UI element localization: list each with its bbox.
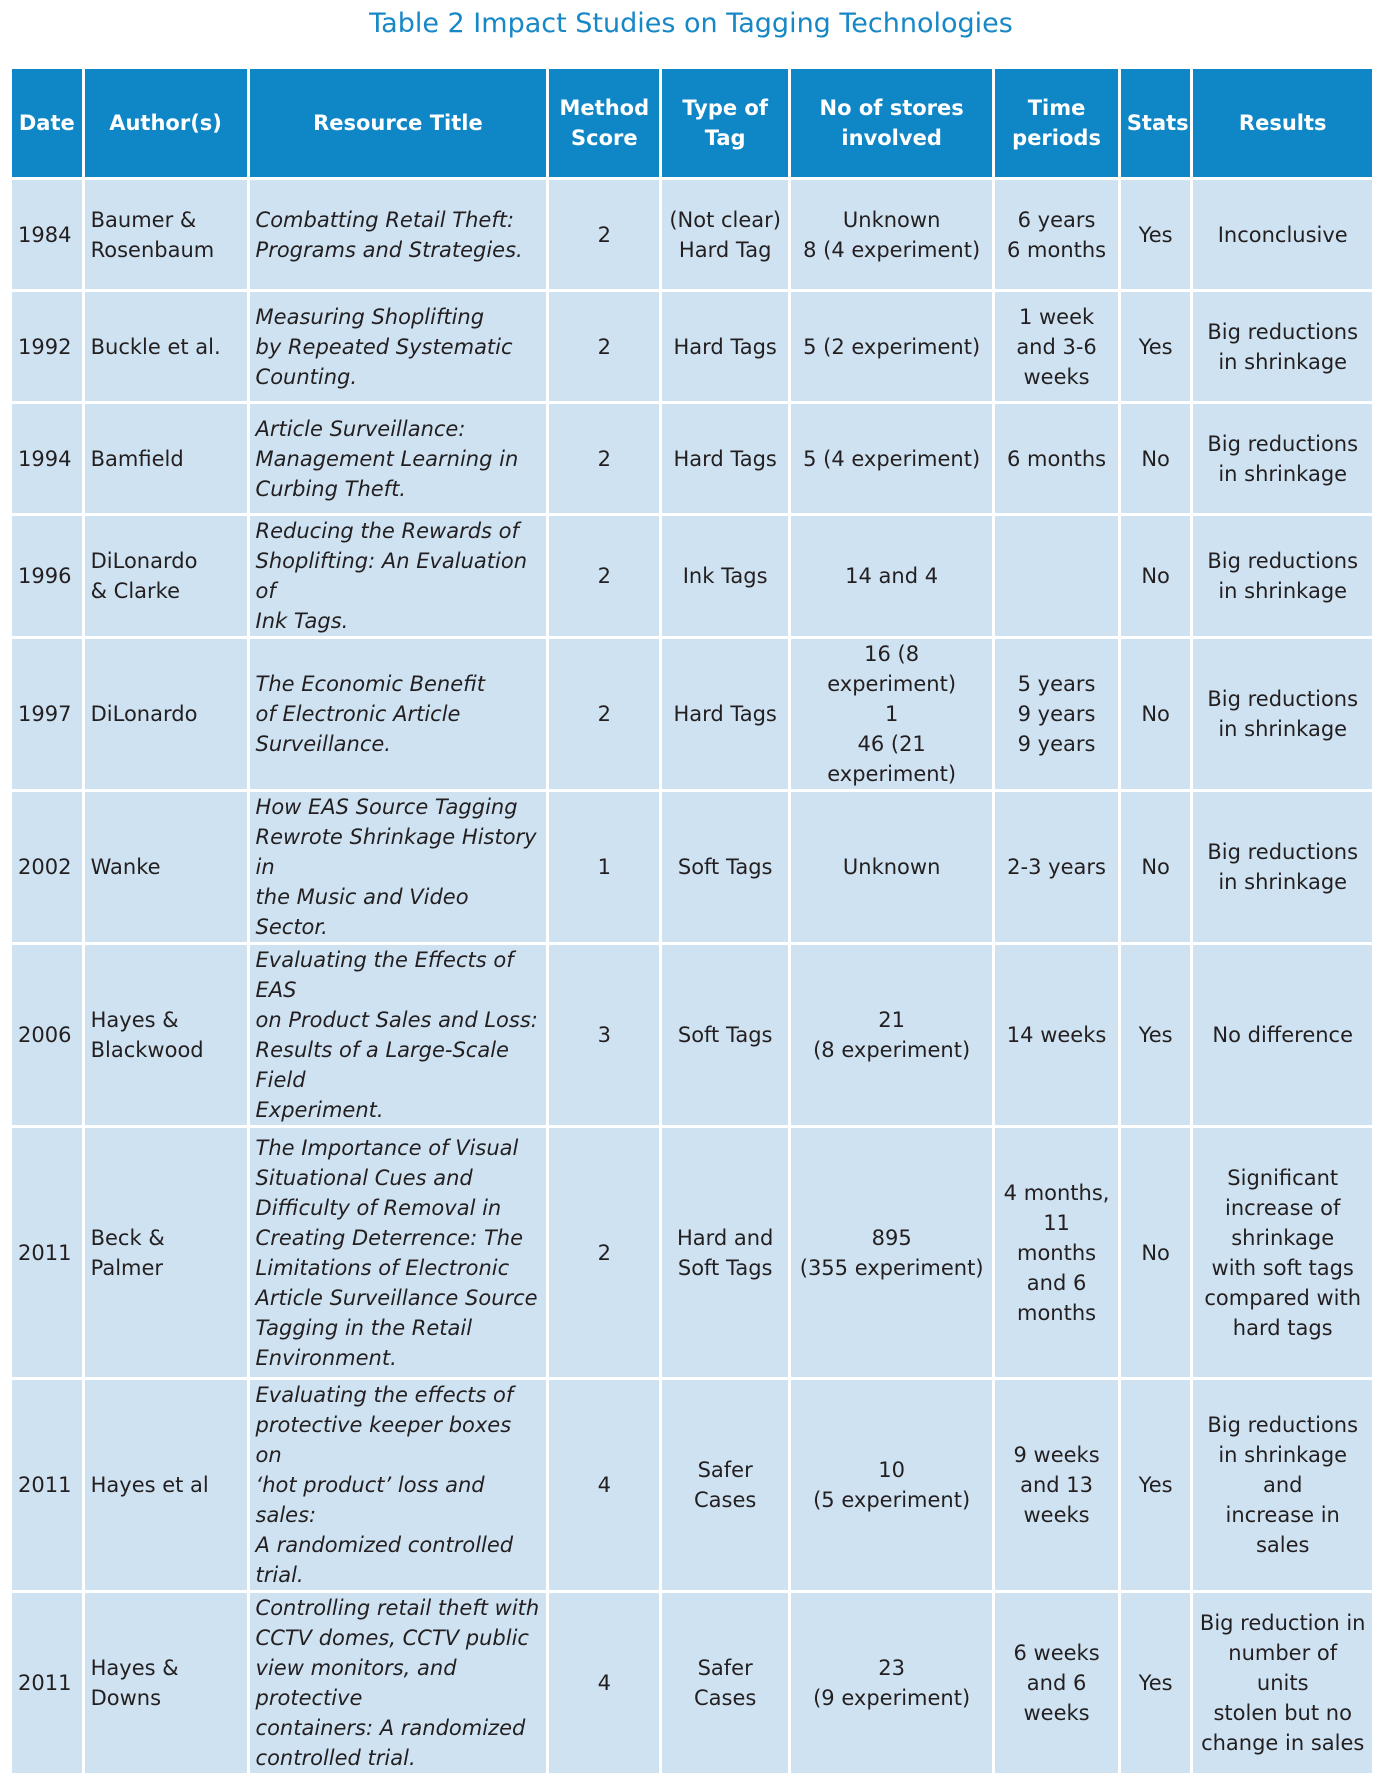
- cell-stats: No: [1119, 515, 1192, 638]
- cell-stores: 21 (8 experiment): [789, 944, 993, 1127]
- table-row: [11, 638, 1374, 791]
- cell-stats: No: [1119, 1127, 1192, 1379]
- impact-studies-table: [9, 66, 1375, 1776]
- cell-method-score: 3: [548, 944, 661, 1127]
- col-header-results: Results: [1192, 68, 1374, 179]
- col-header-tag-type: Type of Tag: [661, 68, 790, 179]
- cell-time-periods: 6 weeks and 6 weeks: [994, 1592, 1120, 1775]
- cell-tag-type: (Not clear) Hard Tag: [661, 179, 790, 291]
- table-row: [11, 1379, 1374, 1592]
- cell-time-periods: 5 years 9 years 9 years: [994, 638, 1120, 791]
- cell-stores: 10 (5 experiment): [789, 1379, 993, 1592]
- cell-stats: No: [1119, 638, 1192, 791]
- cell-stores: 23 (9 experiment): [789, 1592, 993, 1775]
- cell-time-periods: 4 months, 11 months and 6 months: [994, 1127, 1120, 1379]
- cell-title: How EAS Source Tagging Rewrote Shrinkage History in the Music and Video Sector.: [248, 791, 548, 944]
- table-row: [11, 515, 1374, 638]
- table-row: [11, 179, 1374, 291]
- cell-results: Inconclusive: [1192, 179, 1374, 291]
- cell-stats: Yes: [1119, 944, 1192, 1127]
- table-caption: Table 2 Impact Studies on Tagging Technologies: [369, 8, 1013, 39]
- cell-date: 2011: [11, 1379, 84, 1592]
- table-row: [11, 1592, 1374, 1775]
- cell-stores: 16 (8 experiment) 1 46 (21 experiment): [789, 638, 993, 791]
- col-header-method-score: Method Score: [548, 68, 661, 179]
- cell-date: 1984: [11, 179, 84, 291]
- cell-tag-type: Ink Tags: [661, 515, 790, 638]
- cell-stores: Unknown: [789, 791, 993, 944]
- table-row: [11, 403, 1374, 515]
- cell-authors: Hayes & Blackwood: [83, 944, 248, 1127]
- cell-title: Controlling retail theft with CCTV domes, CCTV public view monitors, and protective containers: A randomized controlled trial.: [248, 1592, 548, 1775]
- col-header-authors: Author(s): [83, 68, 248, 179]
- col-header-date: Date: [11, 68, 84, 179]
- cell-date: 2011: [11, 1592, 84, 1775]
- col-header-time-periods: Time periods: [994, 68, 1120, 179]
- cell-tag-type: Safer Cases: [661, 1592, 790, 1775]
- cell-date: 2006: [11, 944, 84, 1127]
- cell-date: 1992: [11, 291, 84, 403]
- cell-results: Big reductions in shrinkage and increase in sales: [1192, 1379, 1374, 1592]
- cell-time-periods: 6 months: [994, 403, 1120, 515]
- cell-time-periods: 1 week and 3-6 weeks: [994, 291, 1120, 403]
- cell-title: Article Surveillance: Management Learning in Curbing Theft.: [248, 403, 548, 515]
- cell-title: Combatting Retail Theft: Programs and Strategies.: [248, 179, 548, 291]
- cell-authors: DiLonardo: [83, 638, 248, 791]
- cell-tag-type: Soft Tags: [661, 944, 790, 1127]
- cell-method-score: 4: [548, 1379, 661, 1592]
- cell-stores: 895 (355 experiment): [789, 1127, 993, 1379]
- col-header-stats: Stats: [1119, 68, 1192, 179]
- header-row: [11, 68, 1374, 179]
- cell-authors: Buckle et al.: [83, 291, 248, 403]
- table-row: [11, 1127, 1374, 1379]
- cell-method-score: 4: [548, 1592, 661, 1775]
- table-row: [11, 944, 1374, 1127]
- cell-results: Big reduction in number of units stolen but no change in sales: [1192, 1592, 1374, 1775]
- cell-method-score: 2: [548, 1127, 661, 1379]
- cell-tag-type: Hard and Soft Tags: [661, 1127, 790, 1379]
- cell-authors: Bamfield: [83, 403, 248, 515]
- cell-tag-type: Hard Tags: [661, 291, 790, 403]
- col-header-title: Resource Title: [248, 68, 548, 179]
- cell-method-score: 2: [548, 403, 661, 515]
- cell-stores: 14 and 4: [789, 515, 993, 638]
- col-header-stores: No of stores involved: [789, 68, 993, 179]
- cell-results: Big reductions in shrinkage: [1192, 291, 1374, 403]
- cell-results: Big reductions in shrinkage: [1192, 638, 1374, 791]
- cell-authors: Beck & Palmer: [83, 1127, 248, 1379]
- cell-authors: Wanke: [83, 791, 248, 944]
- cell-time-periods: 14 weeks: [994, 944, 1120, 1127]
- cell-results: Big reductions in shrinkage: [1192, 791, 1374, 944]
- cell-stores: 5 (2 experiment): [789, 291, 993, 403]
- cell-stats: No: [1119, 403, 1192, 515]
- cell-tag-type: Soft Tags: [661, 791, 790, 944]
- cell-method-score: 1: [548, 791, 661, 944]
- cell-date: 2011: [11, 1127, 84, 1379]
- cell-stores: Unknown 8 (4 experiment): [789, 179, 993, 291]
- cell-date: 1994: [11, 403, 84, 515]
- table-body: [11, 179, 1374, 1775]
- cell-authors: Hayes & Downs: [83, 1592, 248, 1775]
- cell-authors: Baumer & Rosenbaum: [83, 179, 248, 291]
- cell-date: 2002: [11, 791, 84, 944]
- cell-title: The Economic Benefit of Electronic Article Surveillance.: [248, 638, 548, 791]
- cell-method-score: 2: [548, 291, 661, 403]
- cell-time-periods: 2-3 years: [994, 791, 1120, 944]
- cell-date: 1997: [11, 638, 84, 791]
- cell-authors: DiLonardo & Clarke: [83, 515, 248, 638]
- cell-tag-type: Hard Tags: [661, 403, 790, 515]
- cell-results: Big reductions in shrinkage: [1192, 515, 1374, 638]
- cell-title: Reducing the Rewards of Shoplifting: An Evaluation of Ink Tags.: [248, 515, 548, 638]
- cell-time-periods: [994, 515, 1120, 638]
- cell-results: Big reductions in shrinkage: [1192, 403, 1374, 515]
- cell-time-periods: 9 weeks and 13 weeks: [994, 1379, 1120, 1592]
- cell-method-score: 2: [548, 638, 661, 791]
- cell-title: Evaluating the Effects of EAS on Product Sales and Loss: Results of a Large-Scale Field Experiment.: [248, 944, 548, 1127]
- table-row: [11, 791, 1374, 944]
- cell-method-score: 2: [548, 515, 661, 638]
- cell-stats: Yes: [1119, 1379, 1192, 1592]
- cell-title: Measuring Shoplifting by Repeated Systematic Counting.: [248, 291, 548, 403]
- cell-stats: Yes: [1119, 179, 1192, 291]
- cell-stats: No: [1119, 791, 1192, 944]
- cell-results: No difference: [1192, 944, 1374, 1127]
- cell-stats: Yes: [1119, 1592, 1192, 1775]
- cell-tag-type: Safer Cases: [661, 1379, 790, 1592]
- cell-results: Significant increase of shrinkage with soft tags compared with hard tags: [1192, 1127, 1374, 1379]
- cell-tag-type: Hard Tags: [661, 638, 790, 791]
- cell-stores: 5 (4 experiment): [789, 403, 993, 515]
- cell-method-score: 2: [548, 179, 661, 291]
- table-row: [11, 291, 1374, 403]
- cell-authors: Hayes et al: [83, 1379, 248, 1592]
- cell-stats: Yes: [1119, 291, 1192, 403]
- cell-time-periods: 6 years 6 months: [994, 179, 1120, 291]
- cell-date: 1996: [11, 515, 84, 638]
- cell-title: Evaluating the effects of protective keeper boxes on ‘hot product’ loss and sales: A randomized controlled trial.: [248, 1379, 548, 1592]
- cell-title: The Importance of Visual Situational Cues and Difficulty of Removal in Creating Deterrence: The Limitations of Electronic Article Surveillance Source Tagging in the Retail Environment.: [248, 1127, 548, 1379]
